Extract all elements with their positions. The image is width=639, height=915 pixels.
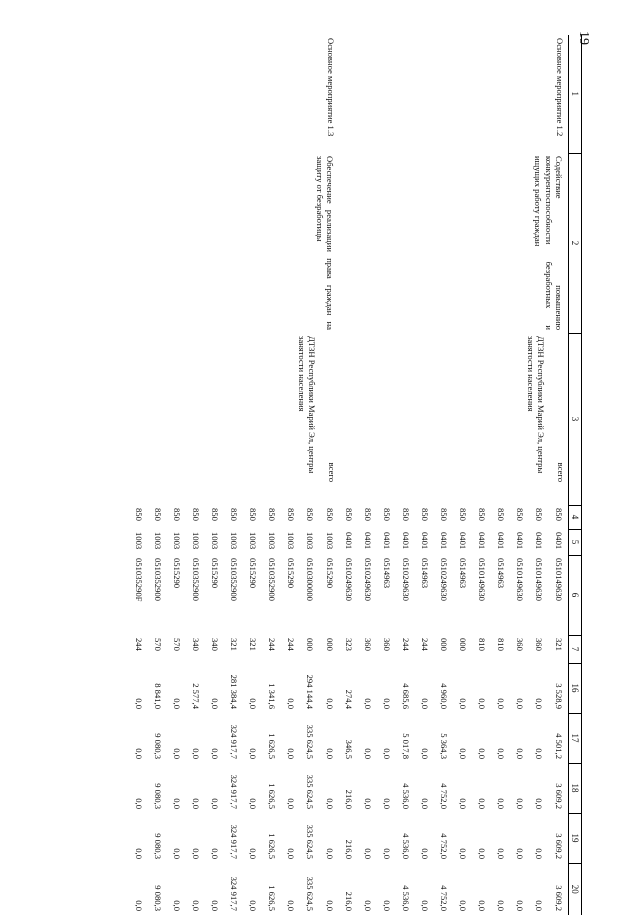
amount-cell: 346,5 xyxy=(344,739,355,759)
code-cell: 0510249630 xyxy=(344,558,355,601)
code-cell: 1003 xyxy=(305,532,316,550)
amount-cell: 0,0 xyxy=(496,798,507,809)
amount-cell: 335 624,5 xyxy=(305,774,316,809)
executor-cell: ДТЗН Республики Марий Эл, центры занятости населения xyxy=(297,336,317,474)
amount-cell: 0,0 xyxy=(210,748,221,759)
amount-cell: 0,0 xyxy=(496,848,507,859)
amount-cell: 0,0 xyxy=(363,698,374,709)
table-body xyxy=(129,35,569,915)
code-cell: 1003 xyxy=(267,532,278,550)
code-cell: 1003 xyxy=(134,532,145,550)
amount-cell: 216,0 xyxy=(344,839,355,859)
amount-cell: 0,0 xyxy=(458,848,469,859)
amount-cell: 0,0 xyxy=(363,900,374,911)
amount-cell: 0,0 xyxy=(534,798,545,809)
code-cell: 0515290 xyxy=(248,558,259,589)
amount-cell: 324 917,7 xyxy=(229,876,240,911)
code-cell: 0510149630 xyxy=(477,558,488,601)
amount-cell: 0,0 xyxy=(382,698,393,709)
amount-cell: 0,0 xyxy=(420,698,431,709)
code-cell: 0510352900 xyxy=(267,558,278,601)
amount-cell: 4 752,0 xyxy=(439,833,450,859)
total-label-cell xyxy=(319,333,339,505)
amount-cell: 0,0 xyxy=(210,848,221,859)
code-cell: 244 xyxy=(134,638,145,651)
amount-cell: 0,0 xyxy=(210,698,221,709)
amount-cell: 0,0 xyxy=(172,900,183,911)
event-name-cell: Содействие повышению конкурентоспособности безработных и ищущих работу граждан xyxy=(533,156,564,330)
amount-cell: 0,0 xyxy=(248,748,259,759)
amount-cell: 0,0 xyxy=(286,848,297,859)
code-cell: 0510149630 xyxy=(553,558,564,601)
code-cell: 340 xyxy=(191,638,202,651)
amount-cell: 0,0 xyxy=(382,798,393,809)
total-label: всего xyxy=(327,462,337,482)
code-cell: 000 xyxy=(324,638,335,651)
amount-cell: 0,0 xyxy=(324,798,335,809)
amount-cell: 0,0 xyxy=(248,900,259,911)
amount-cell: 4 536,0 xyxy=(401,885,412,911)
code-cell: 000 xyxy=(458,638,469,651)
amount-cell: 0,0 xyxy=(248,798,259,809)
amount-cell: 324 917,7 xyxy=(229,724,240,759)
amount-cell: 0,0 xyxy=(515,748,526,759)
code-cell: 0515290 xyxy=(324,558,335,589)
amount-cell: 0,0 xyxy=(134,798,145,809)
code-cell: 360 xyxy=(534,638,545,651)
code-cell: 0510352900 xyxy=(153,558,164,601)
amount-cell: 0,0 xyxy=(496,698,507,709)
code-cell: 850 xyxy=(267,508,278,521)
col-header-6: 6 xyxy=(569,555,582,635)
code-cell: 321 xyxy=(553,638,564,651)
code-cell: 1003 xyxy=(210,532,221,550)
code-cell: 321 xyxy=(229,638,240,651)
code-cell: 850 xyxy=(496,508,507,521)
code-cell: 0401 xyxy=(420,532,431,550)
amount-cell: 2 577,4 xyxy=(191,683,202,709)
code-cell: 850 xyxy=(363,508,374,521)
amount-cell: 0,0 xyxy=(172,698,183,709)
amount-cell: 1 341,6 xyxy=(267,683,278,709)
amount-cell: 4 536,0 xyxy=(401,833,412,859)
amount-cell: 0,0 xyxy=(534,748,545,759)
amount-cell: 0,0 xyxy=(134,748,145,759)
code-cell: 0510149630 xyxy=(515,558,526,601)
amount-cell: 0,0 xyxy=(477,748,488,759)
event-number-cell: Основное мероприятие 1.3 xyxy=(326,38,336,137)
amount-cell: 0,0 xyxy=(191,848,202,859)
amount-cell: 0,0 xyxy=(515,848,526,859)
executor-cell: ДТЗН Республики Марий Эл, центры занятости населения xyxy=(526,336,546,474)
amount-cell: 0,0 xyxy=(324,698,335,709)
col-header-5: 5 xyxy=(569,529,582,555)
amount-cell: 0,0 xyxy=(382,900,393,911)
col-header-20: 20 xyxy=(569,863,582,915)
code-cell: 850 xyxy=(134,508,145,521)
code-cell: 850 xyxy=(191,508,202,521)
code-cell: 0401 xyxy=(458,532,469,550)
amount-cell: 0,0 xyxy=(496,748,507,759)
amount-cell: 0,0 xyxy=(382,748,393,759)
amount-cell: 0,0 xyxy=(134,900,145,911)
amount-cell: 1 626,5 xyxy=(267,783,278,809)
code-cell: 1003 xyxy=(191,532,202,550)
amount-cell: 335 624,5 xyxy=(305,724,316,759)
amount-cell: 4 501,2 xyxy=(553,733,564,759)
amount-cell: 1 626,5 xyxy=(267,885,278,911)
code-cell: 570 xyxy=(153,638,164,651)
amount-cell: 0,0 xyxy=(191,798,202,809)
col-header-4: 4 xyxy=(569,505,582,529)
code-cell: 0401 xyxy=(496,532,507,550)
code-cell: 850 xyxy=(172,508,183,521)
table-row xyxy=(319,35,339,915)
code-cell: 0514963 xyxy=(382,558,393,589)
amount-cell: 335 624,5 xyxy=(305,824,316,859)
amount-cell: 0,0 xyxy=(515,698,526,709)
code-cell: 000 xyxy=(439,638,450,651)
budget-table xyxy=(129,35,582,915)
code-cell: 0514963 xyxy=(420,558,431,589)
col-header-16: 16 xyxy=(569,663,582,713)
code-cell: 850 xyxy=(420,508,431,521)
amount-cell: 0,0 xyxy=(420,798,431,809)
amount-cell: 0,0 xyxy=(134,848,145,859)
amount-cell: 0,0 xyxy=(172,848,183,859)
code-cell: 244 xyxy=(286,638,297,651)
code-cell: 0401 xyxy=(477,532,488,550)
amount-cell: 0,0 xyxy=(515,900,526,911)
code-cell: 0510149630 xyxy=(534,558,545,601)
col-header-3: 3 xyxy=(569,333,582,505)
code-cell: 850 xyxy=(401,508,412,521)
amount-cell: 4 685,6 xyxy=(401,683,412,709)
code-cell: 244 xyxy=(420,638,431,651)
amount-cell: 294 144,4 xyxy=(305,674,316,709)
amount-cell: 0,0 xyxy=(324,848,335,859)
code-cell: 0401 xyxy=(534,532,545,550)
code-cell: 1003 xyxy=(153,532,164,550)
amount-cell: 3 609,2 xyxy=(553,833,564,859)
amount-cell: 0,0 xyxy=(324,748,335,759)
col-header-7: 7 xyxy=(569,635,582,663)
code-cell: 1003 xyxy=(229,532,240,550)
amount-cell: 0,0 xyxy=(534,848,545,859)
code-cell: 000 xyxy=(305,638,316,651)
col-header-17: 17 xyxy=(569,713,582,763)
code-cell: 0401 xyxy=(363,532,374,550)
amount-cell: 324 917,7 xyxy=(229,774,240,809)
code-cell: 0401 xyxy=(439,532,450,550)
code-cell: 850 xyxy=(229,508,240,521)
code-cell: 850 xyxy=(477,508,488,521)
amount-cell: 0,0 xyxy=(477,798,488,809)
total-label: всего xyxy=(556,462,566,482)
amount-cell: 0,0 xyxy=(191,900,202,911)
amount-cell: 0,0 xyxy=(363,798,374,809)
amount-cell: 0,0 xyxy=(515,798,526,809)
amount-cell: 0,0 xyxy=(210,798,221,809)
amount-cell: 0,0 xyxy=(248,848,259,859)
code-cell: 850 xyxy=(382,508,393,521)
amount-cell: 0,0 xyxy=(477,900,488,911)
amount-cell: 0,0 xyxy=(458,698,469,709)
amount-cell: 0,0 xyxy=(286,798,297,809)
code-cell: 850 xyxy=(515,508,526,521)
code-cell: 810 xyxy=(477,638,488,651)
code-cell: 850 xyxy=(286,508,297,521)
code-cell: 1003 xyxy=(172,532,183,550)
code-cell: 0401 xyxy=(401,532,412,550)
code-cell: 0514963 xyxy=(496,558,507,589)
total-label-cell xyxy=(548,333,569,505)
amount-cell: 0,0 xyxy=(458,748,469,759)
code-cell: 850 xyxy=(248,508,259,521)
code-cell: 0510352900 xyxy=(229,558,240,601)
code-cell: 0401 xyxy=(344,532,355,550)
amount-cell: 281 384,4 xyxy=(229,674,240,709)
code-cell: 0510249630 xyxy=(363,558,374,601)
code-cell: 570 xyxy=(172,638,183,651)
col-header-1: 1 xyxy=(569,35,582,153)
code-cell: 850 xyxy=(153,508,164,521)
amount-cell: 324 917,7 xyxy=(229,824,240,859)
code-cell: 850 xyxy=(439,508,450,521)
rotated-table-container xyxy=(122,35,582,911)
col-header-2: 2 xyxy=(569,153,582,333)
amount-cell: 0,0 xyxy=(324,900,335,911)
code-cell: 850 xyxy=(553,508,564,521)
amount-cell: 0,0 xyxy=(420,900,431,911)
code-cell: 321 xyxy=(248,638,259,651)
amount-cell: 3 528,9 xyxy=(553,683,564,709)
amount-cell: 0,0 xyxy=(248,698,259,709)
amount-cell: 5 017,8 xyxy=(401,733,412,759)
col-header-19: 19 xyxy=(569,813,582,863)
code-cell: 850 xyxy=(324,508,335,521)
amount-cell: 1 626,5 xyxy=(267,733,278,759)
amount-cell: 216,0 xyxy=(344,891,355,911)
code-cell: 360 xyxy=(363,638,374,651)
header-row xyxy=(569,35,582,915)
code-cell: 340 xyxy=(210,638,221,651)
code-cell: 0401 xyxy=(382,532,393,550)
code-cell: 360 xyxy=(515,638,526,651)
code-cell: 0401 xyxy=(553,532,564,550)
amount-cell: 335 624,5 xyxy=(305,876,316,911)
code-cell: 0514963 xyxy=(458,558,469,589)
amount-cell: 3 609,2 xyxy=(553,783,564,809)
code-cell: 850 xyxy=(458,508,469,521)
amount-cell: 0,0 xyxy=(172,748,183,759)
code-cell: 051035290F xyxy=(134,558,145,602)
amount-cell: 5 364,3 xyxy=(439,733,450,759)
code-cell: 850 xyxy=(534,508,545,521)
amount-cell: 0,0 xyxy=(420,748,431,759)
code-cell: 1003 xyxy=(286,532,297,550)
code-cell: 850 xyxy=(344,508,355,521)
code-cell: 1003 xyxy=(248,532,259,550)
code-cell: 0401 xyxy=(515,532,526,550)
page-number: 19 xyxy=(576,31,591,45)
amount-cell: 1 626,5 xyxy=(267,833,278,859)
amount-cell: 0,0 xyxy=(534,698,545,709)
amount-cell: 0,0 xyxy=(363,748,374,759)
code-cell: 0510300000 xyxy=(305,558,316,601)
code-cell: 323 xyxy=(344,638,355,651)
amount-cell: 0,0 xyxy=(458,900,469,911)
amount-cell: 274,4 xyxy=(344,689,355,709)
amount-cell: 4 536,0 xyxy=(401,783,412,809)
amount-cell: 4 752,0 xyxy=(439,885,450,911)
event-number-cell: Основное мероприятие 1.2 xyxy=(555,38,565,137)
amount-cell: 9 080,3 xyxy=(153,733,164,759)
amount-cell: 9 080,3 xyxy=(153,885,164,911)
amount-cell: 0,0 xyxy=(286,748,297,759)
amount-cell: 0,0 xyxy=(286,698,297,709)
amount-cell: 9 080,3 xyxy=(153,833,164,859)
code-cell: 0515290 xyxy=(210,558,221,589)
code-cell: 360 xyxy=(382,638,393,651)
amount-cell: 0,0 xyxy=(477,698,488,709)
amount-cell: 8 841,0 xyxy=(153,683,164,709)
code-cell: 0510249630 xyxy=(439,558,450,601)
amount-cell: 0,0 xyxy=(477,848,488,859)
amount-cell: 0,0 xyxy=(210,900,221,911)
amount-cell: 0,0 xyxy=(172,798,183,809)
amount-cell: 4 752,0 xyxy=(439,783,450,809)
amount-cell: 0,0 xyxy=(420,848,431,859)
code-cell: 850 xyxy=(210,508,221,521)
code-cell: 0515290 xyxy=(286,558,297,589)
code-cell: 0510352900 xyxy=(191,558,202,601)
code-cell: 0510249630 xyxy=(401,558,412,601)
amount-cell: 0,0 xyxy=(382,848,393,859)
table-row xyxy=(548,35,569,915)
amount-cell: 4 960,0 xyxy=(439,683,450,709)
code-cell: 850 xyxy=(305,508,316,521)
amount-cell: 0,0 xyxy=(286,900,297,911)
amount-cell: 0,0 xyxy=(496,900,507,911)
amount-cell: 216,0 xyxy=(344,789,355,809)
code-cell: 0515290 xyxy=(172,558,183,589)
code-cell: 810 xyxy=(496,638,507,651)
amount-cell: 0,0 xyxy=(134,698,145,709)
col-header-18: 18 xyxy=(569,763,582,813)
code-cell: 1003 xyxy=(324,532,335,550)
event-name-cell: Обеспечение реализации права граждан на защиту от безработицы xyxy=(314,156,335,330)
amount-cell: 0,0 xyxy=(458,798,469,809)
amount-cell: 0,0 xyxy=(534,900,545,911)
code-cell: 244 xyxy=(401,638,412,651)
amount-cell: 0,0 xyxy=(191,748,202,759)
amount-cell: 0,0 xyxy=(363,848,374,859)
code-cell: 244 xyxy=(267,638,278,651)
amount-cell: 9 080,3 xyxy=(153,783,164,809)
amount-cell: 3 609,2 xyxy=(553,885,564,911)
